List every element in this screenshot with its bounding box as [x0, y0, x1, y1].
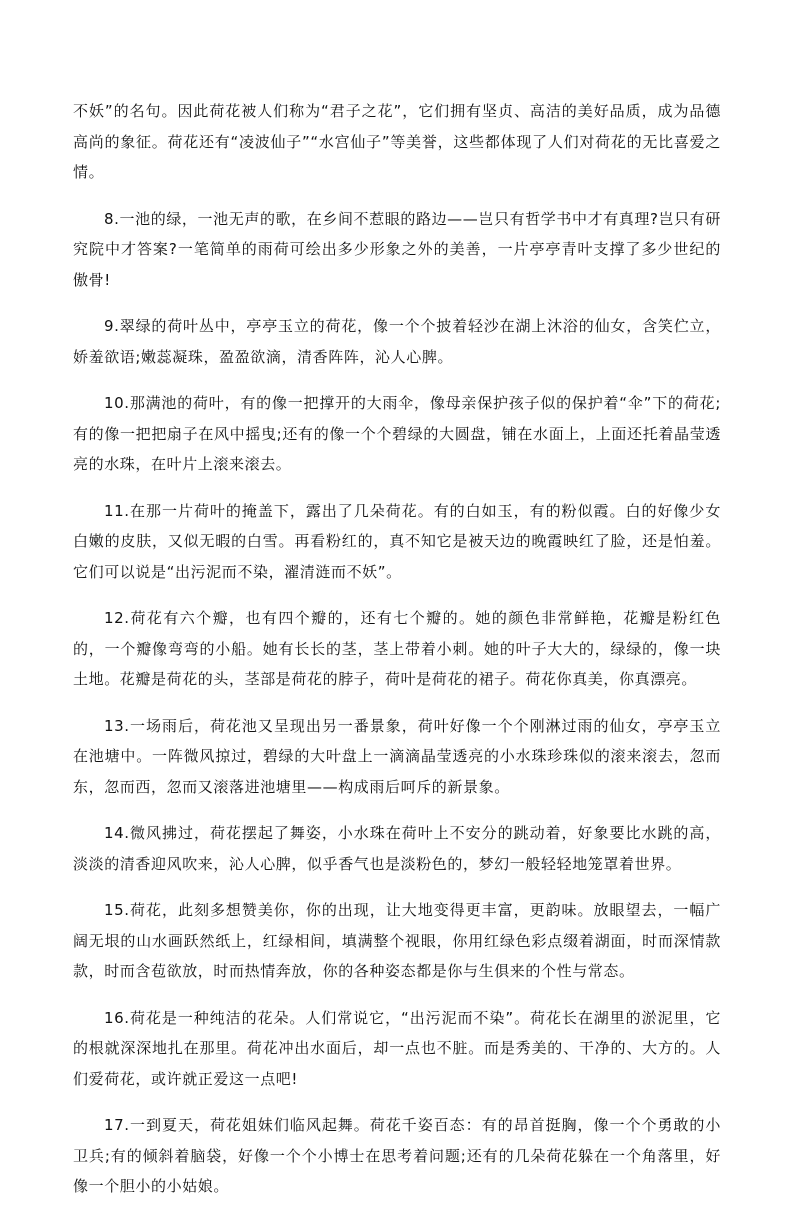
paragraph-11: 11.在那一片荷叶的掩盖下，露出了几朵荷花。有的白如玉，有的粉似霞。白的好像少女白嫩的皮肤，又似无暇的白雪。再看粉红的，真不知它是被天边的晚霞映红了脸，还是怕羞。它们可以说是“出污泥而不染，濯清涟而不妖”。 — [73, 501, 721, 581]
paragraph-9: 9.翠绿的荷叶丛中，亭亭玉立的荷花，像一个个披着轻沙在湖上沐浴的仙女，含笑伫立，娇羞欲语;嫩蕊凝珠，盈盈欲滴，清香阵阵，沁人心脾。 — [73, 317, 721, 366]
paragraph-13: 13.一场雨后，荷花池又呈现出另一番景象，荷叶好像一个个刚淋过雨的仙女，亭亭玉立在池塘中。一阵微风掠过，碧绿的大叶盘上一滴滴晶莹透亮的小水珠珍珠似的滚来滚去，忽而东，忽而西，忽而又滚落进池塘里——构成雨后呵斥的新景象。 — [73, 716, 721, 796]
paragraph-15: 15.荷花，此刻多想赞美你，你的出现，让大地变得更丰富，更韵味。放眼望去，一幅广阔无垠的山水画跃然纸上，红绿相间，填满整个视眼，你用红绿色彩点缀着湖面，时而深情款款，时而含苞欲放，时而热情奔放，你的各种姿态都是你与生俱来的个性与常态。 — [73, 901, 721, 980]
paragraph-16: 16.荷花是一种纯洁的花朵。人们常说它，“出污泥而不染”。荷花长在湖里的淤泥里，它的根就深深地扎在那里。荷花冲出水面后，却一点也不脏。而是秀美的、干净的、大方的。人们爱荷花，或许就正爱这一点吧! — [73, 1008, 721, 1088]
paragraph-10: 10.那满池的荷叶，有的像一把撑开的大雨伞，像母亲保护孩子似的保护着“伞”下的荷花;有的像一把把扇子在风中摇曳;还有的像一个个碧绿的大圆盘，铺在水面上，上面还托着晶莹透亮的水珠，在叶片上滚来滚去。 — [73, 394, 721, 473]
paragraph-12: 12.荷花有六个瓣，也有四个瓣的，还有七个瓣的。她的颜色非常鲜艳，花瓣是粉红色的，一个瓣像弯弯的小船。她有长长的茎，茎上带着小刺。她的叶子大大的，绿绿的，像一块土地。花瓣是荷花的头，茎部是荷花的脖子，荷叶是荷花的裙子。荷花你真美，你真漂亮。 — [73, 609, 721, 688]
paragraph-8: 8.一池的绿，一池无声的歌，在乡间不惹眼的路边——岂只有哲学书中才有真理?岂只有研究院中才答案?一笔简单的雨荷可绘出多少形象之外的美善，一片亭亭青叶支撑了多少世纪的傲骨! — [73, 209, 721, 289]
document-body — [73, 96, 721, 1218]
paragraph-17: 17.一到夏天，荷花姐妹们临风起舞。荷花千姿百态：有的昂首挺胸，像一个个勇敢的小卫兵;有的倾斜着脑袋，好像一个个小博士在思考着问题;还有的几朵荷花躲在一个角落里，好像一个胆小的小姑娘。 — [73, 1116, 721, 1195]
paragraph-14: 14.微风拂过，荷花摆起了舞姿，小水珠在荷叶上不安分的跳动着，好象要比水跳的高，淡淡的清香迎风吹来，沁人心脾，似乎香气也是淡粉色的，梦幻一般轻轻地笼罩着世界。 — [73, 824, 721, 873]
paragraph-continuation: 不妖”的名句。因此荷花被人们称为“君子之花”，它们拥有坚贞、高洁的美好品质，成为品德高尚的象征。荷花还有“凌波仙子”“水宫仙子”等美誉，这些都体现了人们对荷花的无比喜爱之情。 — [73, 102, 721, 181]
